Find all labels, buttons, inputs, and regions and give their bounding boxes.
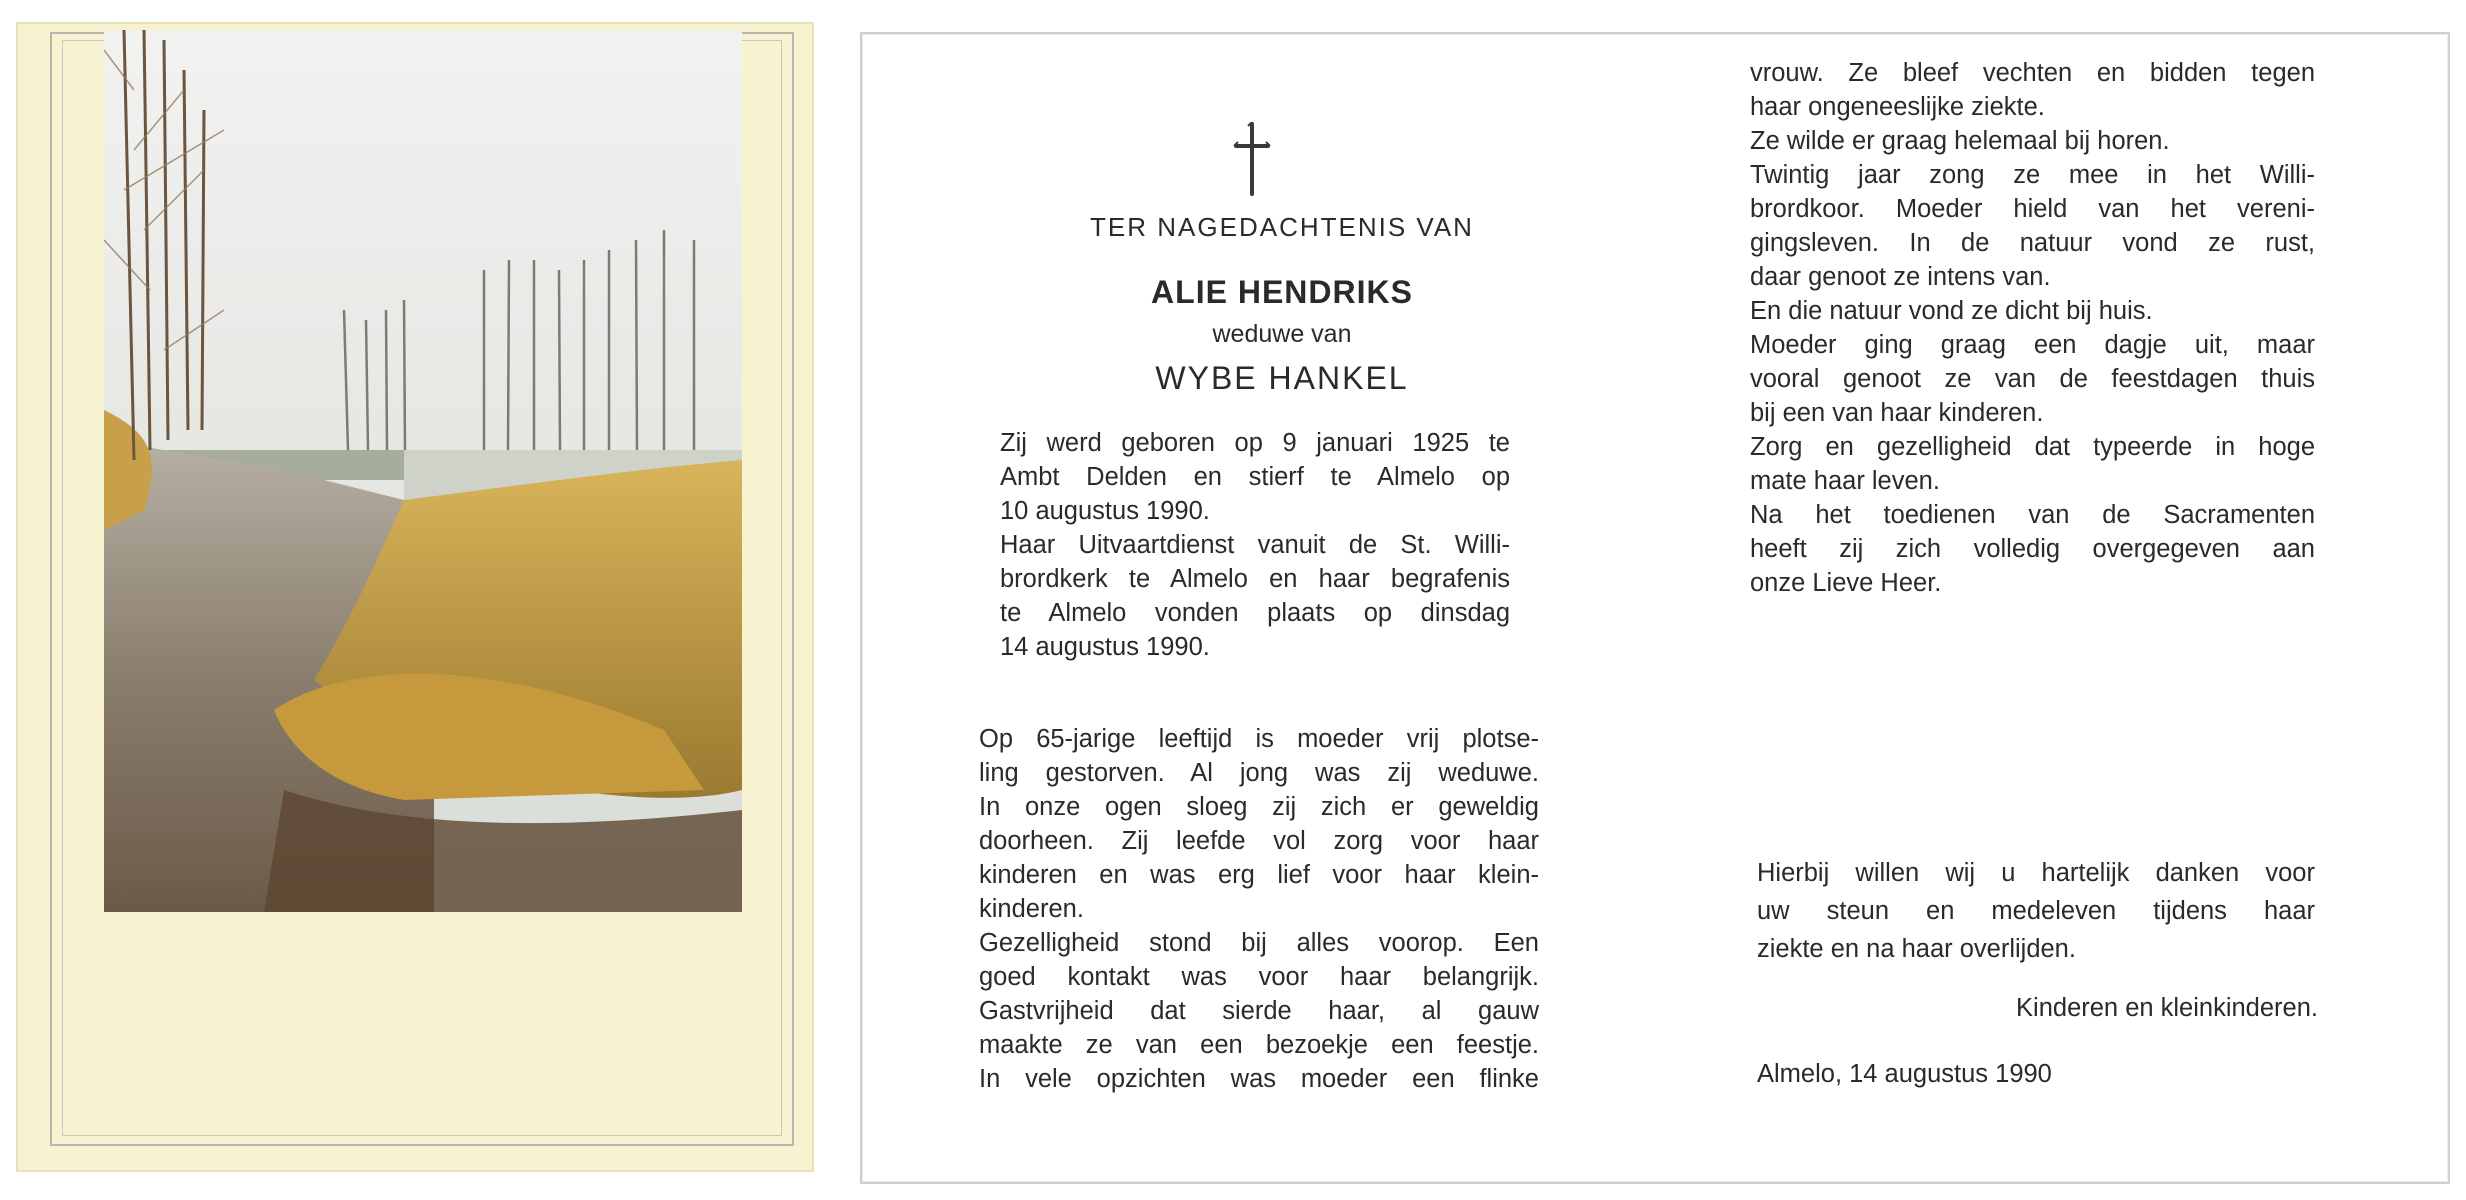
story-line: bij een van haar kinderen.: [1750, 399, 2044, 427]
story-line: In onze ogen sloeg zij zich er geweldig: [979, 793, 1539, 821]
bio-line: Zij werd geboren op 9 januari 1925 te: [1000, 429, 1510, 457]
story-line: ling gestorven. Al jong was zij weduwe.: [979, 759, 1539, 787]
story-line: Gezelligheid stond bij alles voorop. Een: [979, 929, 1539, 957]
signature: Kinderen en kleinkinderen.: [2016, 994, 2318, 1022]
story-line: brordkoor. Moeder hield van het vereni-: [1750, 195, 2315, 223]
story-line: goed kontakt was voor haar belangrijk.: [979, 963, 1539, 991]
bio-line: Haar Uitvaartdienst vanuit de St. Willi-: [1000, 531, 1510, 559]
thanks-line: ziekte en na haar overlijden.: [1757, 935, 2076, 963]
story-line: vrouw. Ze bleef vechten en bidden tegen: [1750, 59, 2315, 87]
story-line: heeft zij zich volledig overgegeven aan: [1750, 535, 2315, 563]
story-line: onze Lieve Heer.: [1750, 569, 1942, 597]
story-line: vooral genoot ze van de feestdagen thuis: [1750, 365, 2315, 393]
story-line: Na het toedienen van de Sacramenten: [1750, 501, 2315, 529]
deceased-name: ALIE HENDRIKS: [1151, 274, 1413, 310]
story-line: gingsleven. In de natuur vond ze rust,: [1750, 229, 2315, 257]
memorial-card-inside: [860, 32, 2450, 1184]
bio-line: 14 augustus 1990.: [1000, 633, 1210, 661]
thanks-line: Hierbij willen wij u hartelijk danken voor: [1757, 859, 2315, 887]
story-block: [979, 722, 1539, 1096]
biography-block: [1000, 426, 1510, 664]
story-line: mate haar leven.: [1750, 467, 1940, 495]
story-line: Zorg en gezelligheid dat typeerde in hoge: [1750, 433, 2315, 461]
story-line: doorheen. Zij leefde vol zorg voor haar: [979, 827, 1539, 855]
canal-landscape-image: [104, 30, 742, 912]
story-line: Gastvrijheid dat sierde haar, al gauw: [979, 997, 1539, 1025]
story-line: In vele opzichten was moeder een flinke: [979, 1065, 1539, 1093]
story-line: haar ongeneeslijke ziekte.: [1750, 93, 2045, 121]
story-line: Op 65-jarige leeftijd is moeder vrij plotse-: [979, 725, 1539, 753]
story-line: daar genoot ze intens van.: [1750, 263, 2051, 291]
story-continued-block: [1750, 56, 2315, 600]
story-line: kinderen.: [979, 895, 1084, 923]
bio-line: brordkerk te Almelo en haar begrafenis: [1000, 565, 1510, 593]
story-line: Moeder ging graag een dagje uit, maar: [1750, 331, 2315, 359]
widow-of-label: weduwe van: [1212, 320, 1352, 348]
place-date: Almelo, 14 augustus 1990: [1757, 1060, 2052, 1088]
story-line: Twintig jaar zong ze mee in het Willi-: [1750, 161, 2315, 189]
story-line: En die natuur vond ze dicht bij huis.: [1750, 297, 2153, 325]
thanks-block: [1757, 854, 2315, 968]
bio-line: te Almelo vonden plaats op dinsdag: [1000, 599, 1510, 627]
story-line: maakte ze van een bezoekje een feestje.: [979, 1031, 1539, 1059]
landscape-photo: [104, 30, 742, 912]
memorial-heading: TER NAGEDACHTENIS VAN: [1090, 212, 1474, 242]
story-line: Ze wilde er graag helemaal bij horen.: [1750, 127, 2170, 155]
bio-line: Ambt Delden en stierf te Almelo op: [1000, 463, 1510, 491]
cross-icon: [1232, 122, 1272, 196]
memorial-card-front: [16, 22, 814, 1172]
husband-name: WYBE HANKEL: [1155, 360, 1409, 396]
story-line: kinderen en was erg lief voor haar klein-: [979, 861, 1539, 889]
thanks-line: uw steun en medeleven tijdens haar: [1757, 897, 2315, 925]
bio-line: 10 augustus 1990.: [1000, 497, 1210, 525]
